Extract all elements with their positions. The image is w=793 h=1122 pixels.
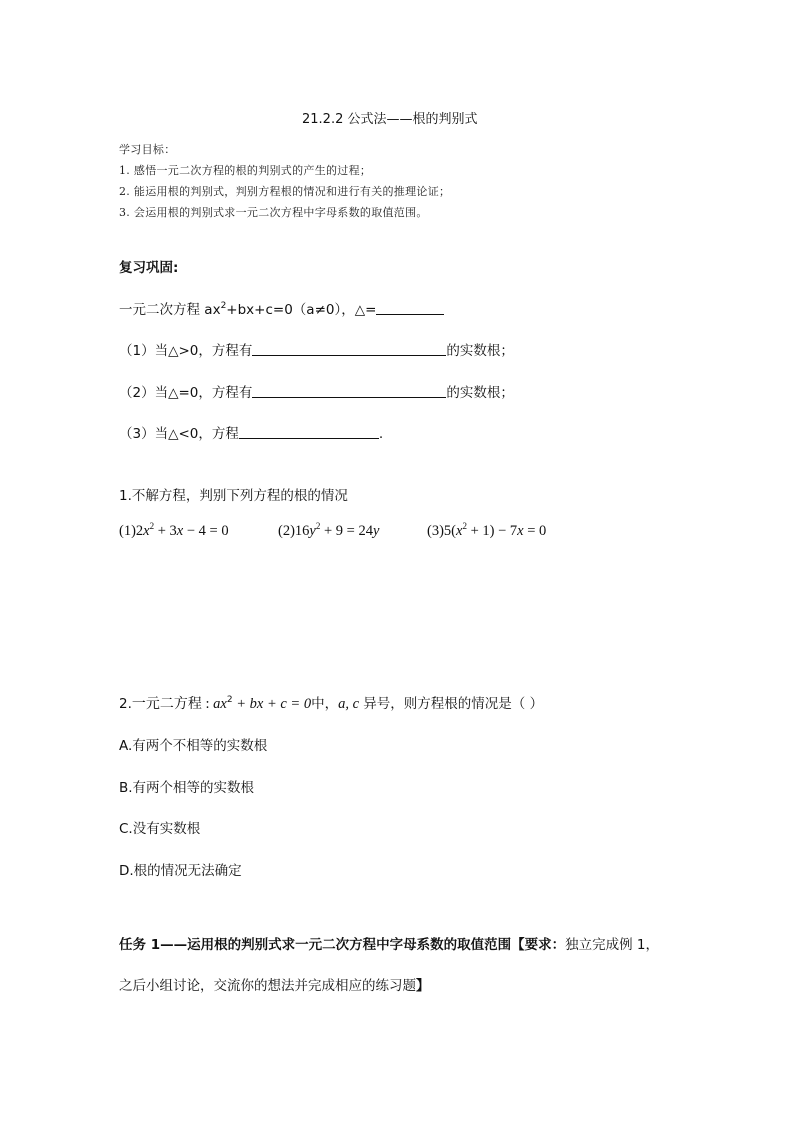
case2-blank[interactable]: [252, 384, 446, 398]
eq3-var1: x: [456, 523, 463, 539]
eq1-rest2: − 4 = 0: [183, 523, 229, 539]
eq1-label: (1): [119, 523, 136, 539]
eq3-rest2: = 0: [523, 523, 547, 539]
delta-blank[interactable]: [376, 301, 444, 315]
task1-line-1: [119, 933, 659, 953]
q2-colon: :: [201, 696, 214, 712]
case1-blank[interactable]: [252, 342, 446, 356]
q2-phrase: 一元二方程: [131, 696, 202, 712]
task1-line-2: [119, 974, 430, 994]
case2-pre: （2）当△=0，方程有: [119, 385, 253, 401]
q1-equation-2: [278, 523, 379, 540]
case2-post: 的实数根；: [446, 385, 514, 401]
eq1-rest1: + 3: [154, 523, 177, 539]
q1-equation-1: [119, 523, 229, 540]
review-intro-sup: 2: [220, 301, 227, 311]
eq3-rest1: + 1) − 7: [466, 523, 518, 539]
review-intro: [119, 298, 444, 318]
review-intro-post: +bx+c=0（a≠0），△=: [226, 302, 377, 318]
q1-prompt: 1.不解方程，判别下列方程的根的情况: [119, 488, 348, 504]
review-case-2: [119, 381, 514, 401]
page-title: 21.2.2 公式法——根的判别式: [302, 112, 478, 127]
eq2-var2: y: [372, 523, 380, 539]
eq1-var1: x: [143, 523, 150, 539]
case3-post: .: [378, 426, 384, 442]
review-case-3: [119, 422, 383, 442]
eq2-coef: 16: [294, 523, 310, 539]
eq3-var2: x: [517, 523, 524, 539]
q2-vars: a, c: [338, 696, 360, 712]
q2-option-a[interactable]: A.有两个不相等的实数根: [119, 738, 268, 754]
eq2-label: (2): [278, 523, 295, 539]
review-intro-pre: 一元二次方程 ax: [119, 302, 221, 318]
eq2-rest1: + 9 = 24: [320, 523, 373, 539]
q1-equation-3: [427, 523, 546, 540]
q2-tail: 异号，则方程根的情况是（ ）: [359, 696, 544, 712]
eq3-coef: 5(: [443, 523, 457, 539]
goals-heading: 学习目标：: [119, 143, 176, 156]
q2-stem: [119, 692, 543, 713]
q2-option-b[interactable]: B.有两个相等的实数根: [119, 780, 255, 796]
case3-blank[interactable]: [239, 425, 379, 439]
q2-eq-a: ax: [213, 696, 227, 712]
q2-option-d[interactable]: D.根的情况无法确定: [119, 863, 242, 879]
eq1-var2: x: [176, 523, 184, 539]
eq3-label: (3): [427, 523, 444, 539]
task1-line2-normal: 之后小组讨论，交流你的想法并完成相应的练习题: [119, 978, 416, 994]
q2-mid: 中，: [311, 696, 339, 712]
review-heading: 复习巩固:: [119, 260, 179, 276]
eq1-coef: 2: [135, 523, 144, 539]
review-case-1: [119, 339, 514, 359]
q2-option-c[interactable]: C.没有实数根: [119, 821, 201, 837]
q2-num: 2.: [119, 696, 132, 712]
eq1-exp: 2: [149, 521, 155, 531]
goal-item-2: 2. 能运用根的判别式，判别方程根的情况和进行有关的推理论证；: [119, 185, 451, 198]
goal-item-3: 3. 会运用根的判别式求一元二次方程中字母系数的取值范围。: [119, 206, 428, 219]
q2-eq-rest: + bx + c = 0: [232, 696, 312, 712]
case3-pre: （3）当△<0，方程: [119, 426, 239, 442]
case1-post: 的实数根；: [446, 343, 514, 359]
task1-line2-bold: 】: [416, 978, 430, 994]
eq2-var1: y: [309, 523, 316, 539]
task1-normal: 独立完成例 1，: [565, 937, 659, 953]
q2-eq-exp: 2: [226, 695, 233, 705]
eq2-exp: 2: [315, 521, 321, 531]
eq3-exp: 2: [462, 521, 467, 531]
task1-bold: 任务 1——运用根的判别式求一元二次方程中字母系数的取值范围【要求：: [119, 937, 566, 953]
goal-item-1: 1. 感悟一元二次方程的根的判别式的产生的过程；: [119, 164, 372, 177]
case1-pre: （1）当△>0，方程有: [119, 343, 253, 359]
